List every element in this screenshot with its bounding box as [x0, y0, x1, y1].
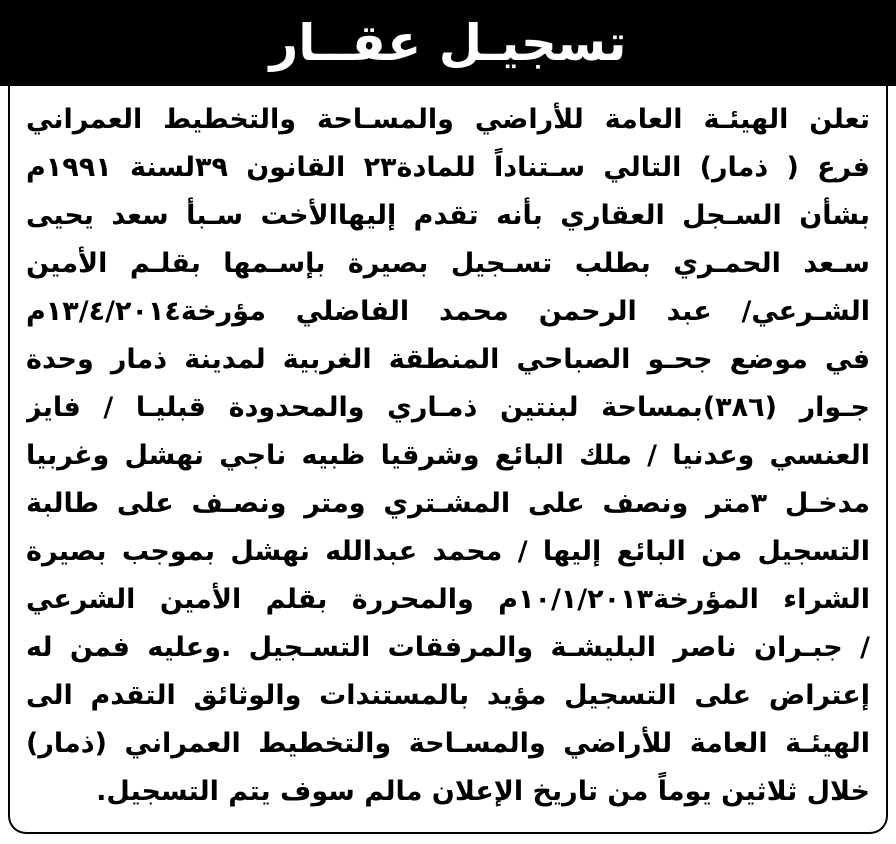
- notice-line: بشأن السـجل العقاري بأنه تقدم إليهاالأخت سـبأ سعد يحيى: [26, 200, 870, 231]
- notice-line: تعلن الهيئـة العامة للأراضي والمسـاحة والتخطيط العمراني: [26, 104, 870, 135]
- notice-line: التسجيل من البائع إليها / محمد عبدالله نهشل بموجب بصيرة: [26, 536, 870, 567]
- notice-body: [26, 96, 870, 826]
- notice-line: جـوار (٣٨٦)بمساحة لبنتين ذمـاري والمحدودة قبليـا / فايز: [26, 392, 870, 423]
- notice-line: مدخـل ٣متر ونصف على المشـتري ومتر ونصـف على طالبة: [26, 488, 870, 519]
- notice-line: خلال ثلاثين يوماً من تاريخ الإعلان مالم سوف يتم التسجيل.: [96, 776, 870, 807]
- notice-line: / جبـران ناصر البليشـة والمرفقات التسـجيل .وعليه فمن له: [26, 632, 870, 663]
- notice-line: في موضع جحـو الصباحي المنطقة الغربية لمدينة ذمار وحدة: [26, 344, 870, 375]
- notice-header: [0, 0, 896, 86]
- notice-line: العنسي وعدنيا / ملك البائع وشرقيا ظبيه ناجي نهشل وغربيا: [26, 440, 870, 471]
- notice-line: إعتراض على التسجيل مؤيد بالمستندات والوثائق التقدم الى: [26, 680, 870, 711]
- notice-line: فرع ( ذمار) التالي سـتناداً للمادة٢٣ القانون ٣٩لسنة ١٩٩١م: [26, 152, 870, 183]
- notice-line: الهيئـة العامة للأراضي والمسـاحة والتخطيط العمراني (ذمار): [26, 728, 870, 759]
- notice-line: الشـرعي/ عبد الرحمن محمد الفاضلي مؤرخة١٣/٤/٢٠١٤م: [26, 296, 870, 327]
- notice-line: سـعد الحمـري بطلب تسـجيل بصيرة بإسـمها بقلـم الأمين: [26, 248, 870, 279]
- notice-title: تسجيـل عقــار: [269, 14, 627, 72]
- notice-line: الشراء المؤرخة١٠/١/٢٠١٣م والمحررة بقلم الأمين الشرعي: [26, 584, 870, 615]
